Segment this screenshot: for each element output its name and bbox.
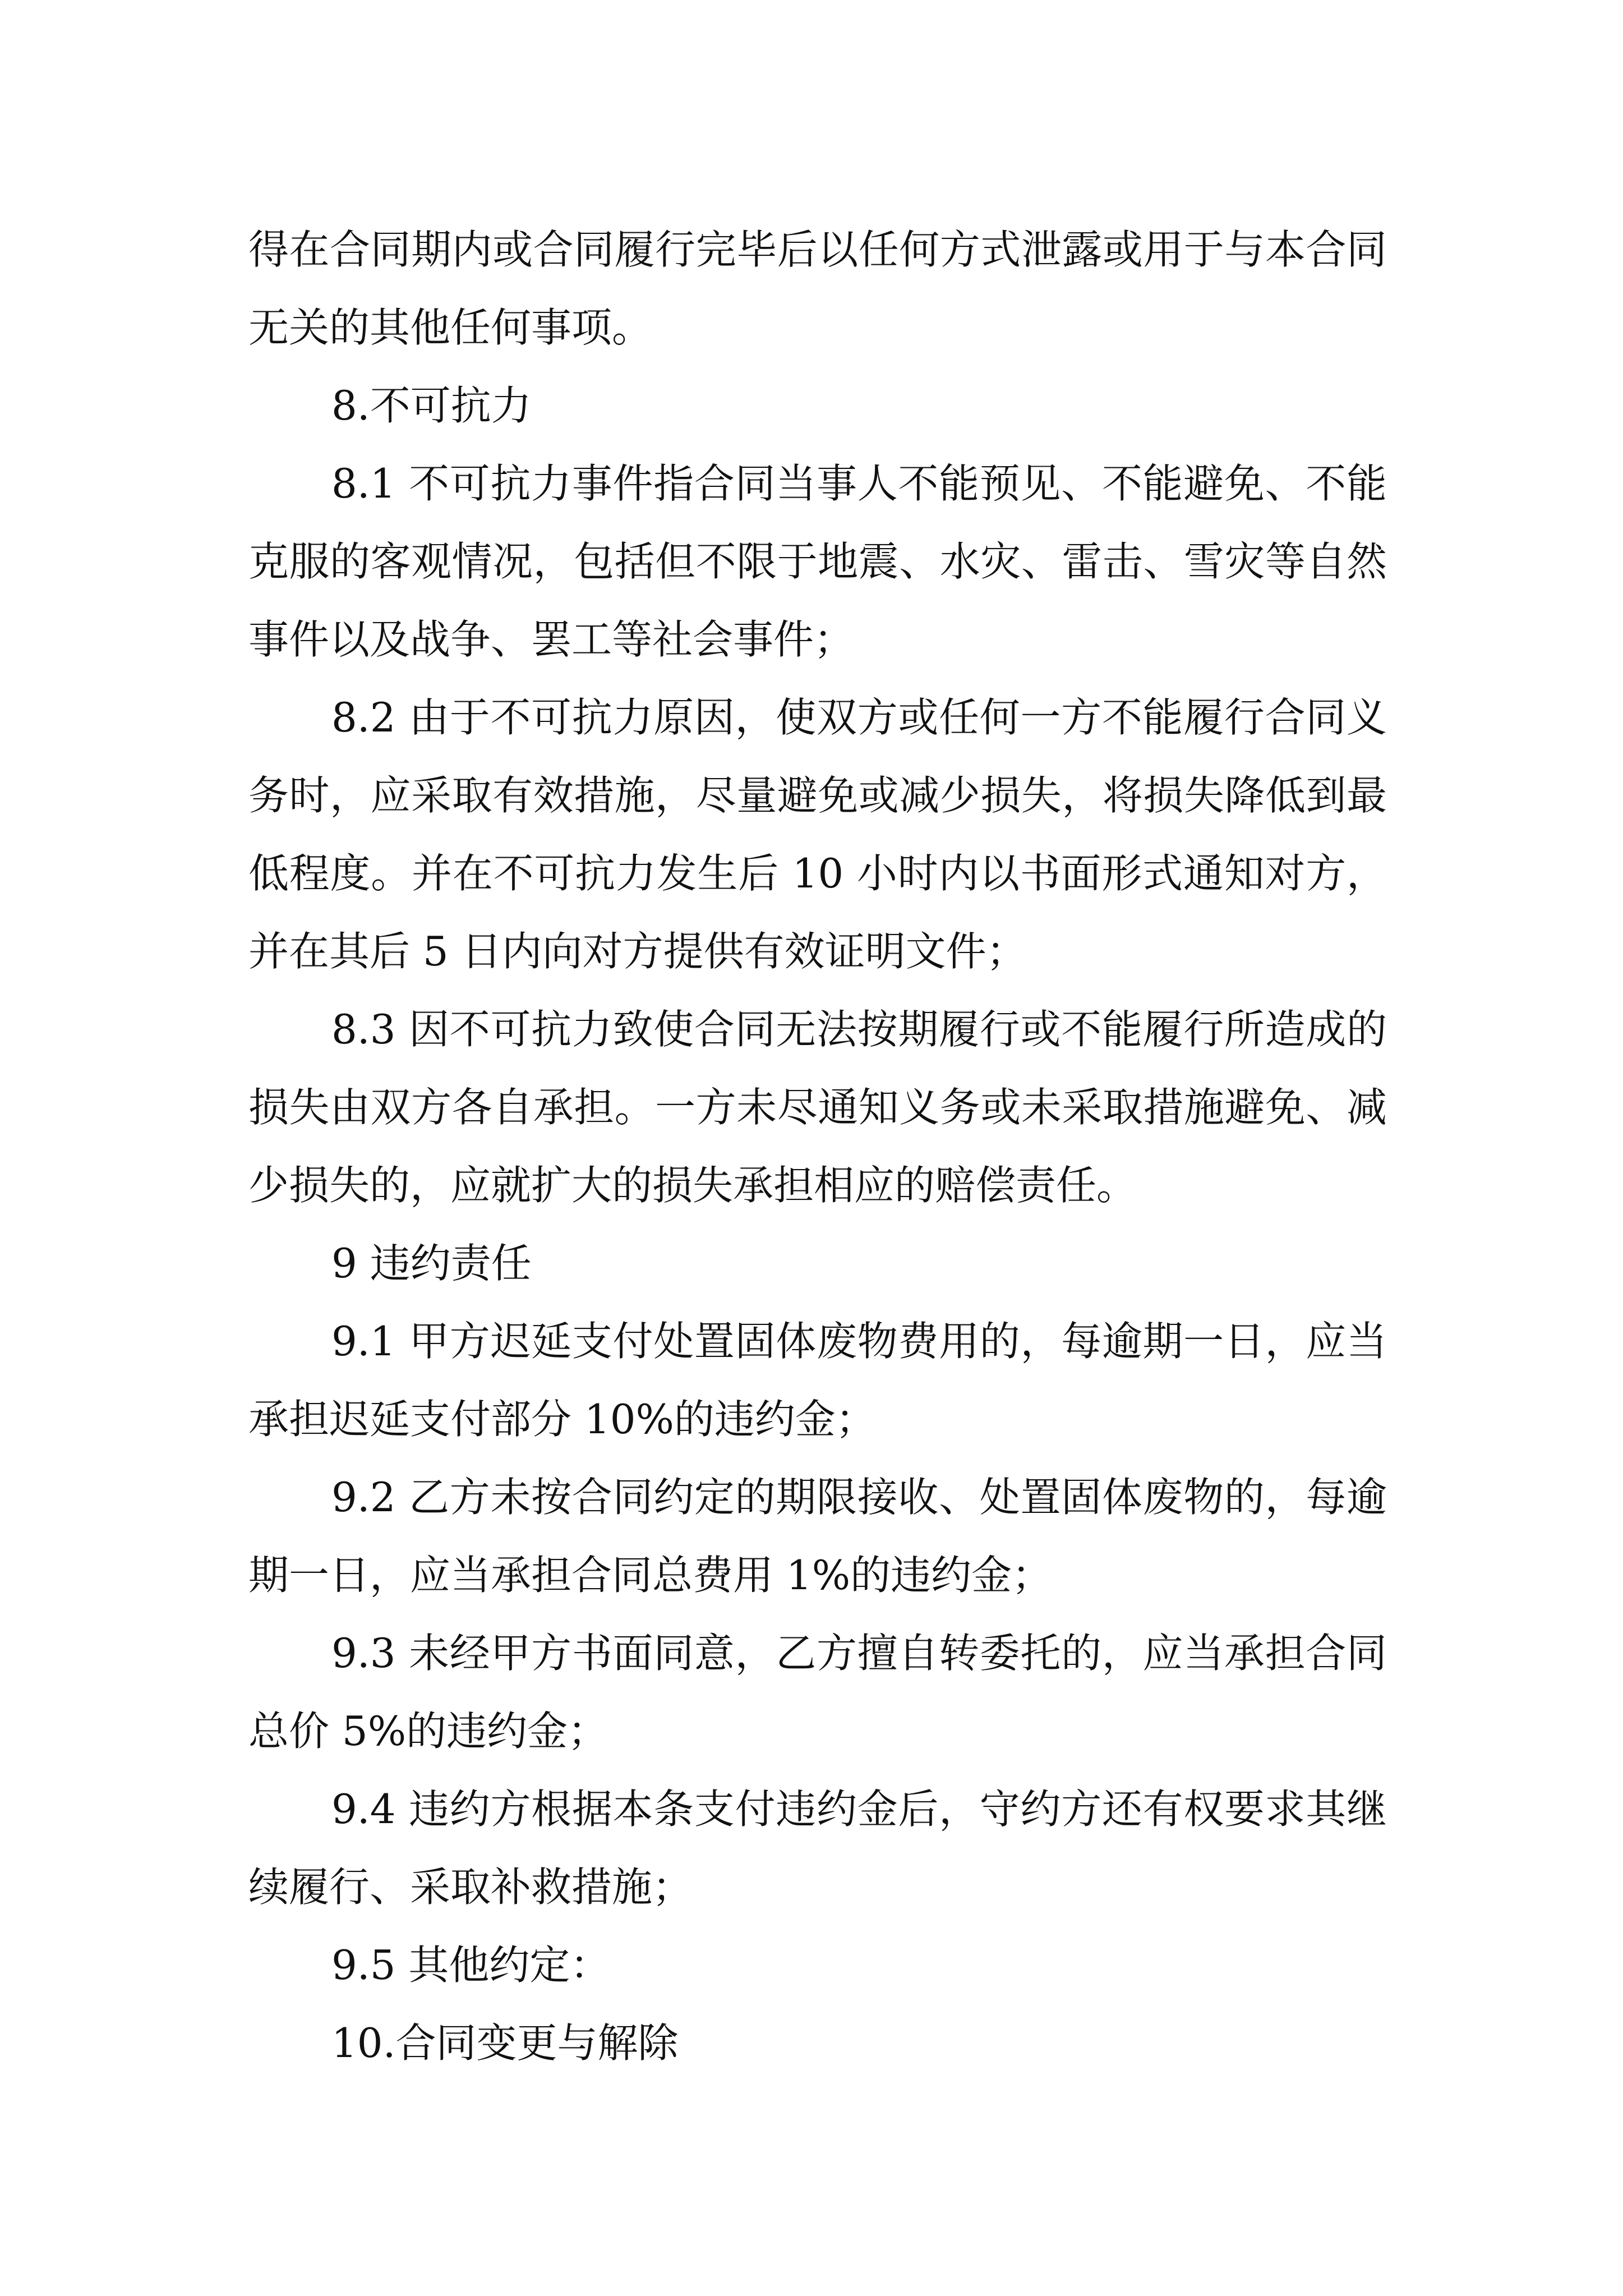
paragraph-9-1: 9.1 甲方迟延支付处置固体废物费用的，每逾期一日，应当承担迟延支付部分 10%的违约金； bbox=[248, 1318, 1387, 1443]
paragraph-8-1: 8.1 不可抗力事件指合同当事人不能预见、不能避免、不能克服的客观情况，包括但不限于地震、水灾、雷击、雪灾等自然事件以及战争、罢工等社会事件； bbox=[248, 460, 1387, 663]
paragraph-9-2: 9.2 乙方未按合同约定的期限接收、处置固体废物的，每逾期一日，应当承担合同总费用 1%的违约金； bbox=[248, 1474, 1387, 1599]
paragraph-confidentiality-continued: 得在合同期内或合同履行完毕后以任何方式泄露或用于与本合同无关的其他任何事项。 bbox=[248, 226, 1387, 351]
heading-force-majeure: 8.不可抗力 bbox=[331, 382, 532, 429]
paragraph-9-5: 9.5 其他约定： bbox=[331, 1941, 611, 1989]
paragraph-9-3: 9.3 未经甲方书面同意，乙方擅自转委托的，应当承担合同总价 5%的违约金； bbox=[248, 1630, 1387, 1755]
heading-contract-change: 10.合同变更与解除 bbox=[331, 2019, 679, 2067]
paragraph-9-4: 9.4 违约方根据本条支付违约金后，守约方还有权要求其继续履行、采取补救措施； bbox=[248, 1786, 1387, 1911]
paragraph-8-2: 8.2 由于不可抗力原因，使双方或任何一方不能履行合同义务时，应采取有效措施，尽量避免或减少损失，将损失降低到最低程度。并在不可抗力发生后 10 小时内以书面形式通知对方，并在其后 5 日内向对方提供有效证明文件； bbox=[248, 694, 1387, 975]
paragraph-8-3: 8.3 因不可抗力致使合同无法按期履行或不能履行所造成的损失由双方各自承担。一方未尽通知义务或未采取措施避免、减少损失的，应就扩大的损失承担相应的赔偿责任。 bbox=[248, 1006, 1387, 1209]
document-body bbox=[248, 211, 1387, 2082]
heading-breach-liability: 9 违约责任 bbox=[331, 1240, 532, 1287]
